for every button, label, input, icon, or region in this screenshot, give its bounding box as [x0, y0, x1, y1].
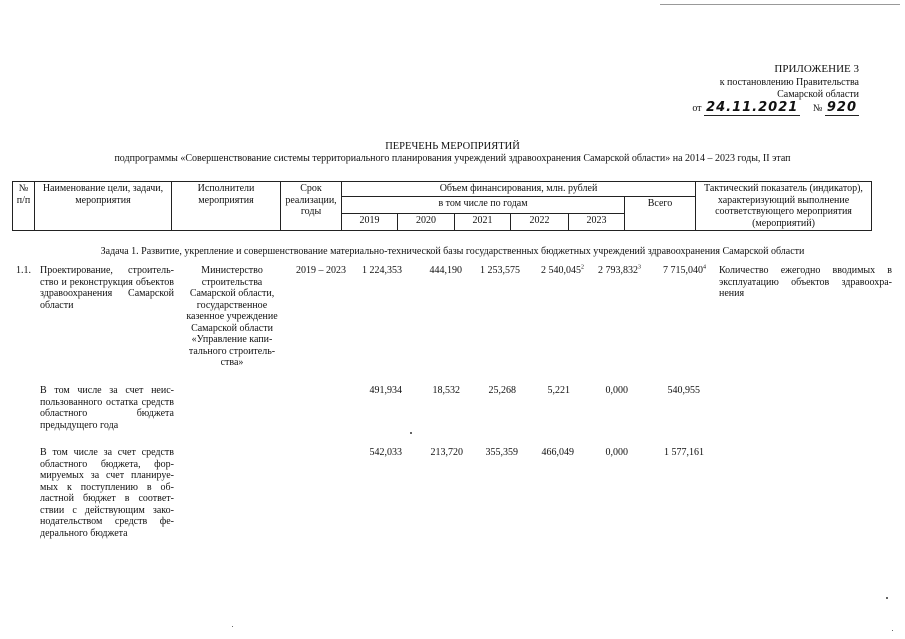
handwritten-number: 920 [826, 99, 857, 115]
row-3-value-total: 1 577,161 [664, 447, 704, 458]
handwritten-date: 24.11.2021 [706, 99, 799, 115]
appendix-date-line [692, 99, 859, 116]
row-2-value-total: 540,955 [667, 385, 700, 396]
footnote-mark: 3 [638, 264, 641, 271]
row-2-value-2022: 5,221 [547, 385, 570, 396]
row-2-value-2020: 18,532 [432, 385, 460, 396]
row-3-name: В том числе за счет средств областного бюджета, формируемых за счет планируемых к поступлению в областной бюджет в соответствии с действующим законодательством средств федерального бюджета [40, 447, 174, 539]
row-1-name: Проектирование, строительство и реконструкция объектов здравоохранения Самарской области [40, 265, 174, 311]
scan-speck [232, 626, 233, 627]
col-total-header: Всего [625, 197, 696, 231]
row-1-number: 1.1. [16, 265, 31, 276]
row-1-term: 2019 – 2023 [296, 265, 346, 276]
row-2-value-2019: 491,934 [369, 385, 402, 396]
year-header-2021: 2021 [455, 214, 511, 231]
year-header-2019: 2019 [342, 214, 398, 231]
appendix-line-1: к постановлению Правительства [719, 76, 859, 88]
footnote-mark: 2 [581, 264, 584, 271]
year-header-2022: 2022 [511, 214, 569, 231]
row-3-value-2023: 0,000 [605, 447, 628, 458]
row-1-value-2020: 444,190 [429, 265, 462, 276]
col-term-header: Срок реализации, годы [281, 182, 342, 231]
by-years-header: в том числе по годам [342, 197, 625, 214]
appendix-block [692, 63, 859, 115]
row-2-value-2023: 0,000 [605, 385, 628, 396]
row-3-value-2019: 542,033 [369, 447, 402, 458]
col-executors-header: Исполнители мероприятия [172, 182, 281, 231]
page-subtitle: подпрограммы «Совершенствование системы территориального планирования учреждений здравоохранения Самарской области» на 2014 – 2023 годы, II этап [114, 153, 791, 164]
page-title: ПЕРЕЧЕНЬ МЕРОПРИЯТИЙ [385, 141, 520, 152]
year-header-2020: 2020 [398, 214, 455, 231]
scan-speck [886, 597, 888, 599]
row-1-value-2021: 1 253,575 [480, 265, 520, 276]
appendix-line-2: Самарской области [777, 89, 859, 100]
row-3-value-2020: 213,720 [430, 447, 463, 458]
scan-speck [410, 432, 412, 434]
scan-speck [892, 630, 893, 631]
date-prefix: от [692, 102, 702, 114]
row-1-value-2022: 2 540,045$^2$ [541, 264, 584, 276]
row-1-executor: Министерство строительства Самарской области, государственное казенное учреждение Самарской области «Управление капитального строительства» [186, 265, 278, 368]
row-1-value-total: 7 715,040$^4$ [663, 264, 706, 276]
row-1-value-2023: 2 793,832$^3$ [598, 264, 641, 276]
row-3-value-2021: 355,359 [485, 447, 518, 458]
row-2-name: В том числе за счет неиспользованного остатка средств областного бюджета предыдущего года [40, 385, 174, 431]
row-2-value-2021: 25,268 [488, 385, 516, 396]
row-3-value-2022: 466,049 [541, 447, 574, 458]
col-name-header: Наименование цели, задачи, мероприятия [35, 182, 172, 231]
number-prefix: № [812, 102, 823, 114]
header-table [12, 181, 872, 231]
col-funding-header: Объем финансирования, млн. рублей [342, 182, 696, 197]
year-header-2023: 2023 [569, 214, 625, 231]
col-num-header: № п/п [13, 182, 35, 231]
task-title: Задача 1. Развитие, укрепление и совершенствование материально-технической базы государственных бюджетных учреждений здравоохранения Самарской области [100, 246, 805, 257]
footnote-mark: 4 [703, 264, 706, 271]
scan-edge-line [660, 4, 900, 5]
col-indicator-header: Тактический показатель (индикатор), характеризующий выполнение соответствующего мероприятия (мероприятий) [696, 182, 872, 231]
row-1-indicator: Количество ежегодно вводимых в эксплуатацию объектов здравоохранения [719, 265, 892, 299]
row-1-value-2019: 1 224,353 [362, 265, 402, 276]
appendix-title: ПРИЛОЖЕНИЕ 3 [774, 63, 859, 75]
